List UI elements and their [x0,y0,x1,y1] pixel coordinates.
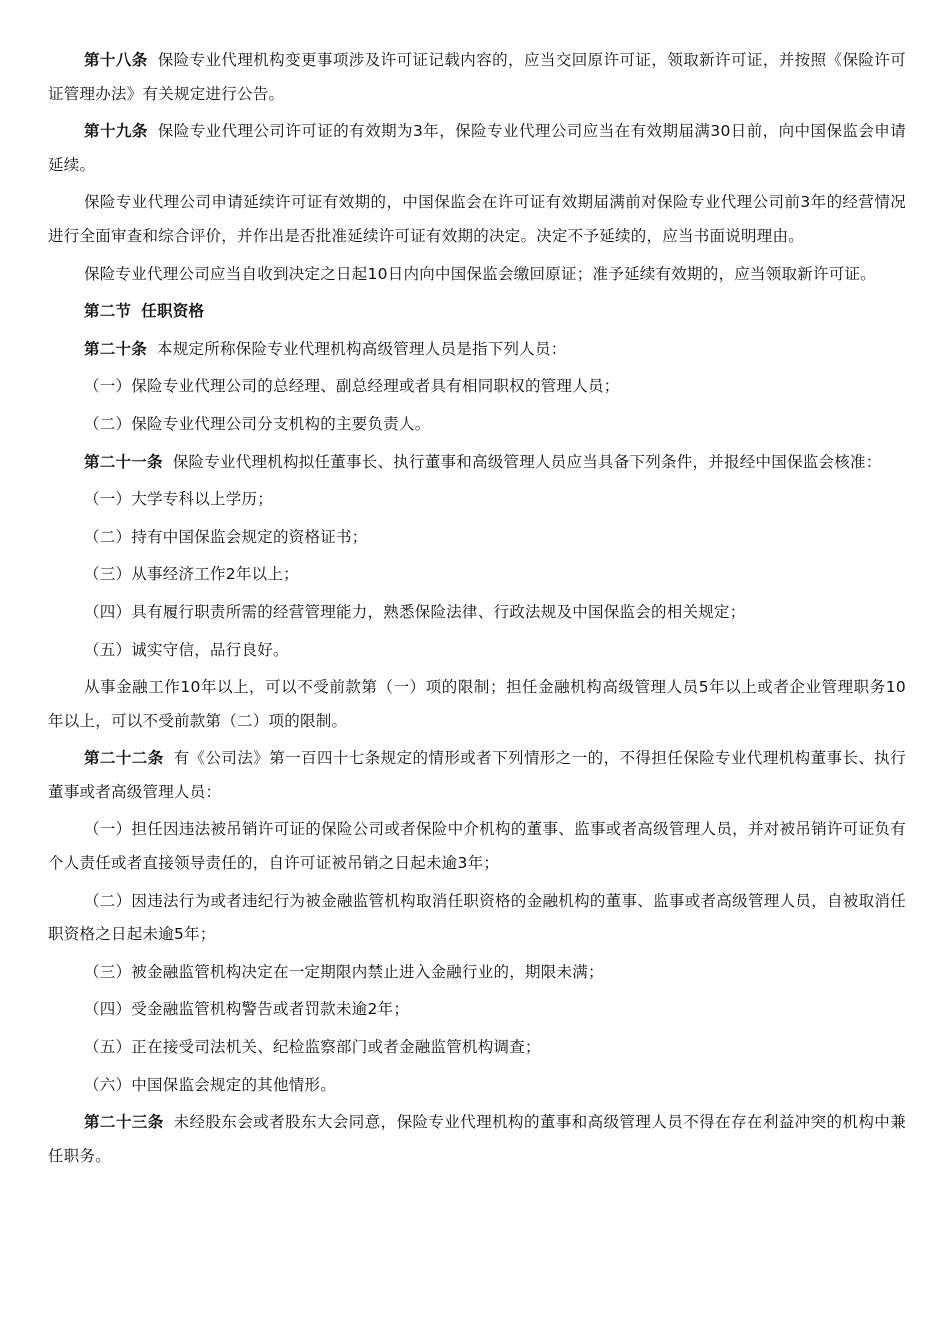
article-20-paragraph [48,333,906,367]
article-22-item-6: （六）中国保监会规定的其他情形。 [84,1075,337,1094]
article-21-item-5: （五）诚实守信，品行良好。 [84,640,289,659]
article-22-paragraph [48,742,906,809]
article-18-paragraph [48,44,906,111]
section-title: 任职资格 [141,302,205,321]
article-19-paragraph [48,115,906,182]
article-21-exemption: 从事金融工作10年以上，可以不受前款第（一）项的限制；担任金融机构高级管理人员5年以上或者企业管理职务10年以上，可以不受前款第（二）项的限制。 [48,678,906,730]
article-21-item-1: （一）大学专科以上学历； [84,490,274,509]
article-21-paragraph [48,446,906,480]
article-22-text: 有《公司法》第一百四十七条规定的情形或者下列情形之一的，不得担任保险专业代理机构董事长、执行董事或者高级管理人员： [48,749,906,801]
article-19-number: 第十九条 [84,122,148,141]
section-heading [48,295,906,329]
article-18-text: 保险专业代理机构变更事项涉及许可证记载内容的，应当交回原许可证，领取新许可证，并按照《保险许可证管理办法》有关规定进行公告。 [48,51,906,103]
article-21-item-2: （二）持有中国保监会规定的资格证书； [84,527,368,546]
article-22-item-2: （二）因违法行为或者违纪行为被金融监管机构取消任职资格的金融机构的董事、监事或者高级管理人员，自被取消任职资格之日起未逾5年； [48,891,906,944]
article-23-number: 第二十三条 [84,1113,164,1132]
article-20-item-1: （一）保险专业代理公司的总经理、副总经理或者具有相同职权的管理人员； [84,377,620,396]
article-23-paragraph [48,1106,906,1173]
article-21-item-4: （四）具有履行职责所需的经营管理能力，熟悉保险法律、行政法规及中国保监会的相关规定； [84,602,746,621]
article-19-paragraph-3: 保险专业代理公司应当自收到决定之日起10日内向中国保监会缴回原证；准予延续有效期的，应当领取新许可证。 [84,264,876,283]
article-21-text: 保险专业代理机构拟任董事长、执行董事和高级管理人员应当具备下列条件，并报经中国保监会核准： [172,452,882,471]
article-23-text: 未经股东会或者股东大会同意，保险专业代理机构的董事和高级管理人员不得在存在利益冲突的机构中兼任职务。 [48,1113,906,1165]
article-20-number: 第二十条 [84,339,148,358]
article-22-item-3: （三）被金融监管机构决定在一定期限内禁止进入金融行业的，期限未满； [84,962,604,981]
article-18-number: 第十八条 [84,51,148,69]
article-22-item-5: （五）正在接受司法机关、纪检监察部门或者金融监管机构调查； [84,1038,541,1057]
article-19-text: 保险专业代理公司许可证的有效期为3年，保险专业代理公司应当在有效期届满30日前，向中国保监会申请延续。 [48,122,906,174]
article-19-paragraph-2: 保险专业代理公司申请延续许可证有效期的，中国保监会在许可证有效期届满前对保险专业代理公司前3年的经营情况进行全面审查和综合评价，并作出是否批准延续许可证有效期的决定。决定不予延续的，应当书面说明理由。 [48,193,906,245]
article-20-item-2: （二）保险专业代理公司分支机构的主要负责人。 [84,414,431,433]
document-page [48,44,906,1177]
article-22-item-4: （四）受金融监管机构警告或者罚款未逾2年； [84,1000,410,1019]
article-22-number: 第二十二条 [84,749,164,768]
article-21-number: 第二十一条 [84,452,163,471]
article-20-text: 本规定所称保险专业代理机构高级管理人员是指下列人员： [157,339,567,358]
article-21-item-3: （三）从事经济工作2年以上； [84,565,299,584]
article-22-item-1: （一）担任因违法被吊销许可证的保险公司或者保险中介机构的董事、监事或者高级管理人员，并对被吊销许可证负有个人责任或者直接领导责任的，自许可证被吊销之日起未逾3年； [48,820,906,873]
section-number: 第二节 [84,302,132,321]
